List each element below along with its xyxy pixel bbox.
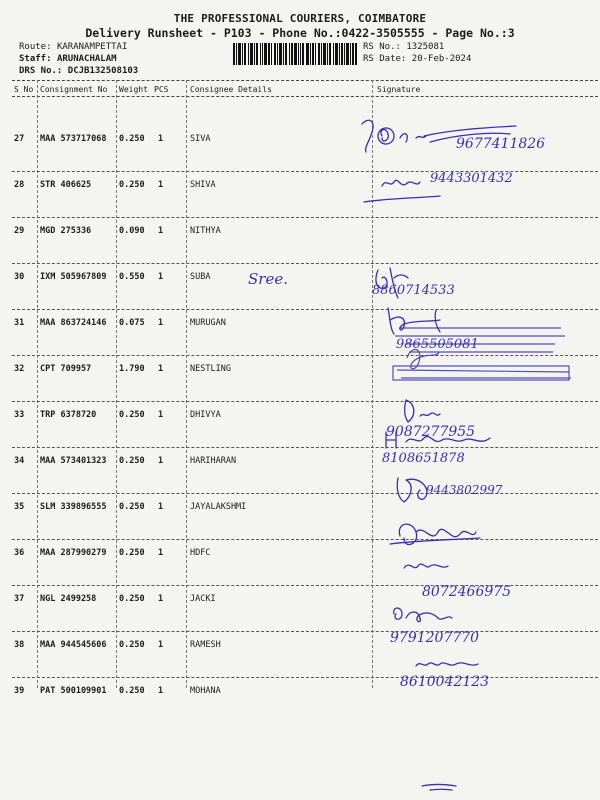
drs-line	[19, 66, 138, 77]
weight-cell: 1.790	[119, 364, 145, 374]
consignee-cell: RAMESH	[190, 640, 221, 650]
consignee-cell: MOHANA	[190, 686, 221, 696]
col-sno-header: S No	[14, 85, 34, 94]
consignment-cell: MGD 275336	[40, 226, 92, 236]
staff-line	[19, 54, 117, 65]
rs-date-label: RS Date:	[363, 54, 407, 64]
signature-number: 9443802997	[426, 483, 503, 497]
consignee-cell: HDFC	[190, 548, 211, 558]
table-row	[0, 218, 600, 264]
signature-number: 9087277955	[386, 424, 476, 440]
note-text: Sree.	[248, 270, 288, 288]
runsheet-subtitle: Delivery Runsheet - P103 - Phone No.:0422-3505555 - Page No.:3	[85, 26, 515, 40]
signature-row-28	[360, 158, 600, 218]
consignment-cell: PAT 500109901	[40, 686, 107, 696]
drs-value: DCJB132508103	[67, 66, 139, 76]
consignment-cell: MAA 573717068	[40, 134, 107, 144]
consignee-cell: SUBA	[190, 272, 211, 282]
company-title: THE PROFESSIONAL COURIERS, COIMBATORE	[173, 12, 427, 25]
consignee-cell: JACKI	[190, 594, 216, 604]
pcs-cell: 1	[158, 272, 164, 282]
pcs-cell: 1	[158, 640, 164, 650]
route-label: Route:	[19, 42, 52, 52]
consignee-cell: SHIVA	[190, 180, 216, 190]
company-stamp-image	[385, 322, 575, 384]
signature-number: 9443301432	[430, 171, 513, 186]
weight-cell: 0.250	[119, 594, 145, 604]
pcs-cell: 1	[158, 410, 164, 420]
barcode-image	[233, 43, 357, 65]
route-line	[19, 42, 127, 53]
sno-cell: 29	[14, 226, 25, 236]
sno-cell: 35	[14, 502, 25, 512]
rs-no-value: 1325081	[406, 42, 445, 52]
consignee-cell: NITHYA	[190, 226, 221, 236]
consignment-cell: MAA 287990279	[40, 548, 107, 558]
consignment-cell: TRP 6378720	[40, 410, 97, 420]
signature-number: 9865505081	[396, 337, 479, 352]
signature-number: 9677411826	[456, 136, 546, 152]
consignment-cell: SLM 339896555	[40, 502, 107, 512]
sno-cell: 27	[14, 134, 25, 144]
weight-cell: 0.250	[119, 180, 145, 190]
signature-number: 8072466975	[422, 584, 512, 600]
pen-mark	[420, 778, 460, 794]
signature-number: 8860714533	[372, 283, 455, 298]
route-value: KARANAMPETTAI	[56, 42, 128, 52]
sno-cell: 32	[14, 364, 25, 374]
rs-date-line	[363, 54, 471, 65]
consignment-cell: STR 406625	[40, 180, 92, 190]
col-consignee-header: Consignee Details	[190, 85, 272, 94]
staff-value: ARUNACHALAM	[56, 54, 117, 64]
handwritten-note	[246, 266, 326, 292]
pcs-cell: 1	[158, 456, 164, 466]
pcs-cell: 1	[158, 548, 164, 558]
col-weight-header: Weight	[119, 85, 148, 94]
consignment-cell: MAA 944545606	[40, 640, 107, 650]
sno-cell: 38	[14, 640, 25, 650]
weight-cell: 0.250	[119, 410, 145, 420]
signature-number: 8610042123	[400, 674, 490, 690]
pcs-cell: 1	[158, 502, 164, 512]
signature-row-38	[360, 600, 600, 650]
consignment-cell: CPT 709957	[40, 364, 92, 374]
pcs-cell: 1	[158, 180, 164, 190]
consignee-cell: JAYALAKSHMI	[190, 502, 247, 512]
consignee-cell: MURUGAN	[190, 318, 226, 328]
weight-cell: 0.550	[119, 272, 145, 282]
pcs-cell: 1	[158, 134, 164, 144]
consignee-cell: NESTLING	[190, 364, 231, 374]
consignment-cell: IXM 505967809	[40, 272, 107, 282]
header-top-rule	[12, 80, 598, 81]
pcs-cell: 1	[158, 226, 164, 236]
sno-cell: 33	[14, 410, 25, 420]
weight-cell: 0.250	[119, 548, 145, 558]
col-consignment-header: Consignment No	[40, 85, 108, 94]
header-bottom-rule	[12, 96, 598, 97]
consignee-cell: SIVA	[190, 134, 211, 144]
sno-cell: 28	[14, 180, 25, 190]
signature-row-39	[360, 650, 600, 700]
consignment-cell: MAA 863724146	[40, 318, 107, 328]
col-signature-header: Signature	[377, 85, 421, 94]
consignment-cell: NGL 2499258	[40, 594, 97, 604]
weight-cell: 0.250	[119, 502, 145, 512]
sno-cell: 36	[14, 548, 25, 558]
pcs-cell: 1	[158, 686, 164, 696]
drs-label: DRS No.:	[19, 66, 63, 76]
staff-label: Staff:	[19, 54, 52, 64]
sno-cell: 39	[14, 686, 25, 696]
pcs-cell: 1	[158, 594, 164, 604]
weight-cell: 0.075	[119, 318, 145, 328]
weight-cell: 0.250	[119, 640, 145, 650]
weight-cell: 0.090	[119, 226, 145, 236]
rs-date-value: 20-Feb-2024	[411, 54, 472, 64]
rs-no-line	[363, 42, 444, 53]
sno-cell: 30	[14, 272, 25, 282]
col-pcs-header: PCS	[154, 85, 169, 94]
rs-no-label: RS No.:	[363, 42, 401, 52]
signature-number: 9791207770	[390, 630, 480, 646]
signature-row-34	[360, 424, 600, 476]
sno-cell: 31	[14, 318, 25, 328]
weight-cell: 0.250	[119, 686, 145, 696]
signature-number: 8108651878	[382, 451, 465, 466]
weight-cell: 0.250	[119, 456, 145, 466]
sno-cell: 37	[14, 594, 25, 604]
weight-cell: 0.250	[119, 134, 145, 144]
consignment-cell: MAA 573401323	[40, 456, 107, 466]
pcs-cell: 1	[158, 318, 164, 328]
consignee-cell: HARIHARAN	[190, 456, 237, 466]
sno-cell: 34	[14, 456, 25, 466]
pcs-cell: 1	[158, 364, 164, 374]
consignee-cell: DHIVYA	[190, 410, 221, 420]
